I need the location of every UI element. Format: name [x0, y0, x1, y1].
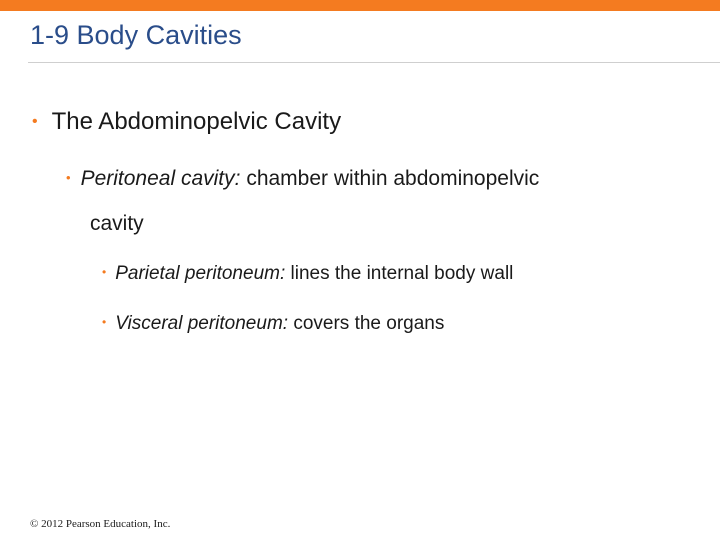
title-divider [28, 62, 720, 63]
bullet-text: chamber within abdominopelvic [240, 167, 540, 190]
bullet-level1 [32, 108, 341, 136]
bullet-dot: • [102, 315, 107, 329]
bullet-level3-visceral [102, 313, 444, 335]
bullet-dot: • [66, 170, 71, 185]
bullet-text: The Abdominopelvic Cavity [51, 108, 342, 135]
bullet-dot: • [32, 113, 38, 130]
bullet-level2-continuation: cavity [90, 212, 144, 235]
term-visceral-peritoneum: Visceral peritoneum: [115, 313, 289, 334]
slide-title: 1-9 Body Cavities [30, 20, 242, 50]
term-peritoneal-cavity: Peritoneal cavity: [80, 167, 241, 190]
bullet-dot: • [102, 265, 107, 279]
bullet-text: covers the organs [288, 313, 445, 334]
bullet-text: lines the internal body wall [285, 263, 514, 284]
term-parietal-peritoneum: Parietal peritoneum: [115, 263, 286, 284]
bullet-level2 [66, 167, 539, 191]
bullet-level3-parietal [102, 263, 513, 285]
copyright-footer: © 2012 Pearson Education, Inc. [30, 518, 171, 530]
top-accent-bar [0, 0, 720, 11]
